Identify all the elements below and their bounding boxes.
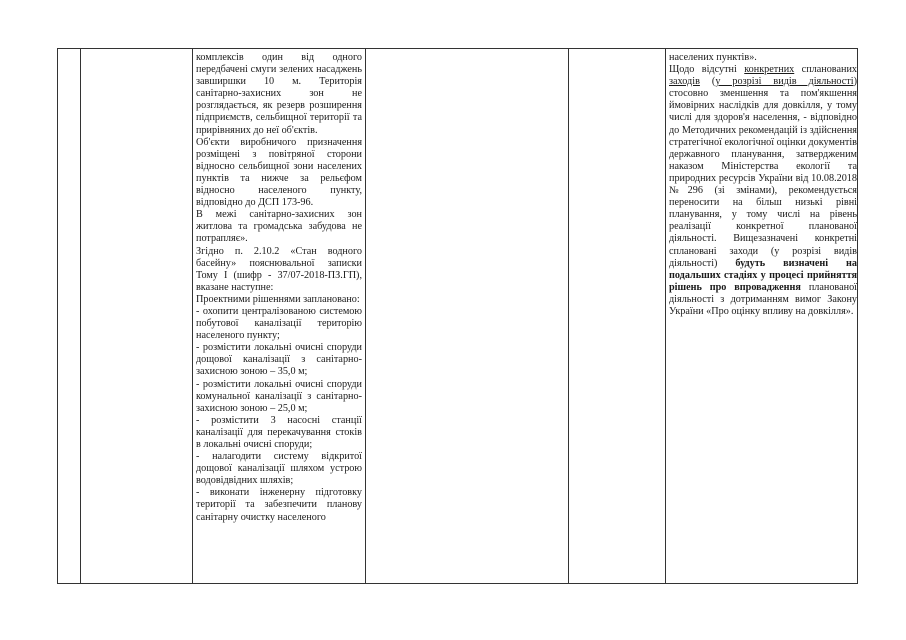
list-item: - охопити централізованою системою побутової каналізації територію населеного пункту;: [196, 305, 362, 342]
cell-content-column-6: [669, 52, 857, 362]
list-item: - розмістити 3 насосні станції каналізації для перекачування стоків в локальні очисні споруди;: [196, 414, 362, 450]
paragraph: Об'єкти виробничого призначення розміщені з повітряної сторони відносно сельбищної зони населених пунктів та нижче за рельєфом відносно населеного пункту, відповідно до ДСП 173-96.: [196, 136, 362, 209]
list-item: - розмістити локальні очисні споруди дощової каналізації з санітарно-захисною зоною – 35,0 м;: [196, 342, 362, 378]
text-run: ) стосовно зменшення та пом'якшення ймовірних наслідків для довкілля, у тому числі для здоров'я населення, - відповідно до Методичних рекомендацій із здійснення стратегічної екологічної оцінки документів державного планування, затвердженим наказом Міністерства екології та природних ресурсів України від 10.08.2018 №296 (зі змінами), рекомендується переносити на більш низькі рівні планування, у тому числі на рівень реалізації конкретної планованої діяльності. Вищезазначені конкретні сплановані заходи (у розрізі видів діяльності): [669, 76, 857, 269]
list-item: - налагодити систему відкритої дощової каналізації шляхом устрою водовідвідних шляхів;: [196, 451, 362, 487]
underlined-text: конкретних: [744, 64, 795, 76]
bold-text: будуть визначені на подальших стадіях у процесі прийняття рішень про впровадження: [669, 257, 857, 293]
column-divider: [365, 48, 366, 584]
underlined-text: заходів: [669, 76, 700, 88]
text-run: планованої діяльності з дотриманням вимог Закону України «Про оцінку впливу на довкілля».: [669, 281, 857, 317]
text-run: спланованих: [794, 64, 857, 76]
paragraph: населених пунктів».: [669, 52, 757, 63]
paragraph: Згідно п. 2.10.2 «Стан водного басейну» пояснювальної записки Тому I (шифр - 37/07-2018-ПЗ.ГП), вказане наступне:: [196, 245, 362, 293]
paragraph: [669, 64, 857, 318]
column-divider: [80, 48, 81, 584]
column-divider: [192, 48, 193, 584]
text-run: Щодо відсутні: [669, 64, 745, 76]
list-item: - виконати інженерну підготовку території та забезпечити планову санітарну очистку населеного: [196, 487, 362, 523]
cell-content-column-3: [196, 52, 362, 582]
underlined-text: у розрізі видів діяльності: [715, 76, 854, 88]
column-divider: [665, 48, 666, 584]
list-item: - розмістити локальні очисні споруди комунальної каналізації з санітарно-захисною зоною – 25,0 м;: [196, 378, 362, 414]
paragraph: комплексів один від одного передбачені смуги зелених насаджень завширшки 10 м. Територія санітарно-захисних зон не розглядається, як резерв розширення підприємств, сельбищної території та прирівняних до неї об'єктів.: [196, 52, 362, 136]
column-divider: [568, 48, 569, 584]
paragraph: В межі санітарно-захисних зон житлова та громадська забудова не потрапляє».: [196, 209, 362, 245]
paragraph: Проектними рішеннями заплановано:: [196, 293, 360, 305]
text-run: (: [699, 76, 716, 88]
